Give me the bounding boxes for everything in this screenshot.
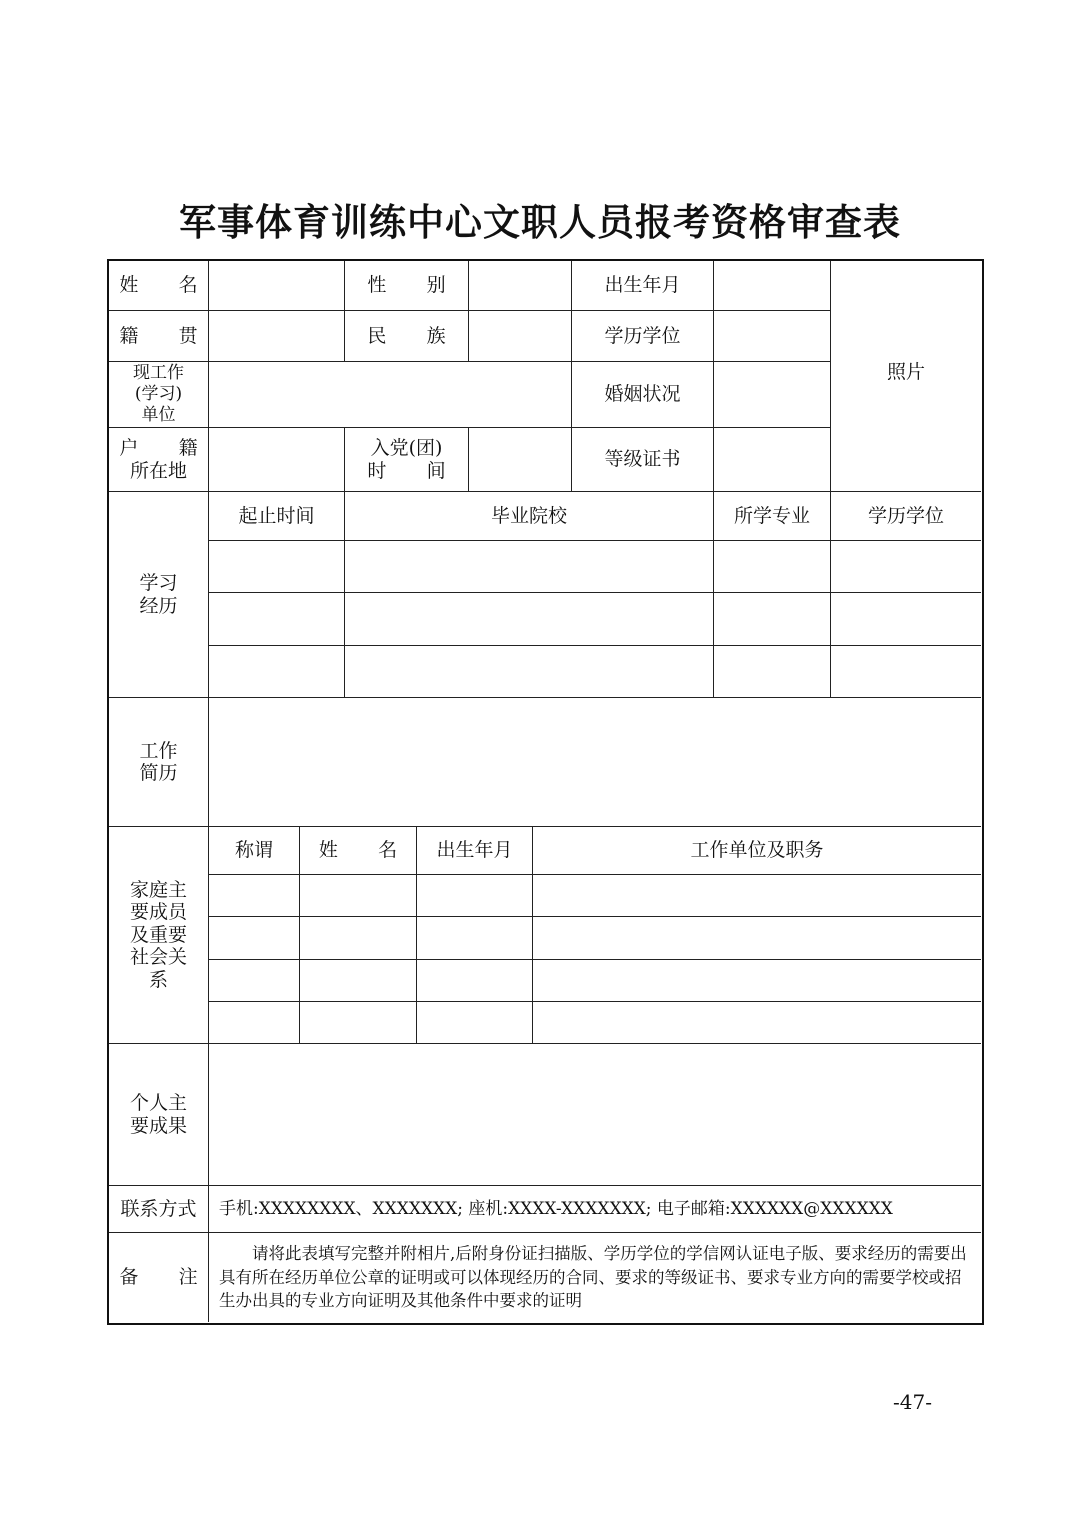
family-cell[interactable]: [533, 1002, 981, 1044]
remarks-label: 备 注: [109, 1233, 209, 1322]
achievements-label: 个人主 要成果: [109, 1044, 209, 1186]
remarks-text: 请将此表填写完整并附相片,后附身份证扫描版、学历学位的学信网认证电子版、要求经历的需要出具有所在经历单位公章的证明或可以体现经历的合同、要求的等级证书、要求专业方向的需要学校或招生办出具的专业方向证明及其他条件中要求的证明: [219, 1244, 967, 1311]
birth-label: 出生年月: [572, 261, 714, 311]
gender-field[interactable]: [469, 261, 572, 311]
page-title: 军事体育训练中心文职人员报考资格审查表: [179, 201, 901, 244]
family-header-work: 工作单位及职务: [533, 827, 981, 875]
study-cell[interactable]: [209, 541, 345, 593]
study-cell[interactable]: [345, 541, 714, 593]
family-cell[interactable]: [533, 875, 981, 917]
study-cell[interactable]: [209, 593, 345, 646]
photo-box[interactable]: 照片: [831, 261, 981, 492]
family-cell[interactable]: [209, 1002, 300, 1044]
ethnicity-field[interactable]: [469, 311, 572, 362]
family-header-name: 姓 名: [300, 827, 417, 875]
family-cell[interactable]: [209, 875, 300, 917]
certificate-field[interactable]: [714, 428, 831, 492]
study-cell[interactable]: [714, 646, 831, 698]
contact-label: 联系方式: [109, 1186, 209, 1233]
family-cell[interactable]: [300, 1002, 417, 1044]
study-header-school: 毕业院校: [345, 492, 714, 541]
study-cell[interactable]: [714, 541, 831, 593]
household-label: 户 籍 所在地: [109, 428, 209, 492]
family-cell[interactable]: [417, 960, 533, 1002]
family-header-birth: 出生年月: [417, 827, 533, 875]
qualification-form: [107, 259, 984, 1325]
family-cell[interactable]: [533, 960, 981, 1002]
work-history-label: 工作 简历: [109, 698, 209, 827]
education-degree-field[interactable]: [714, 311, 831, 362]
gender-label: 性 别: [345, 261, 469, 311]
family-header-relation: 称谓: [209, 827, 300, 875]
marital-field[interactable]: [714, 362, 831, 428]
marital-label: 婚姻状况: [572, 362, 714, 428]
certificate-label: 等级证书: [572, 428, 714, 492]
family-cell[interactable]: [417, 1002, 533, 1044]
name-label: 姓 名: [109, 261, 209, 311]
family-cell[interactable]: [209, 960, 300, 1002]
study-cell[interactable]: [831, 593, 981, 646]
family-cell[interactable]: [300, 917, 417, 960]
study-history-label: 学习 经历: [109, 492, 209, 698]
study-header-degree: 学历学位: [831, 492, 981, 541]
work-unit-label: 现工作 (学习) 单位: [109, 362, 209, 428]
achievements-field[interactable]: [209, 1044, 981, 1186]
ethnicity-label: 民 族: [345, 311, 469, 362]
party-date-field[interactable]: [469, 428, 572, 492]
study-cell[interactable]: [345, 646, 714, 698]
family-cell[interactable]: [533, 917, 981, 960]
family-label: 家庭主 要成员 及重要 社会关 系: [109, 827, 209, 1044]
birth-field[interactable]: [714, 261, 831, 311]
study-cell[interactable]: [209, 646, 345, 698]
work-unit-field[interactable]: [209, 362, 572, 428]
study-cell[interactable]: [831, 541, 981, 593]
study-cell[interactable]: [831, 646, 981, 698]
study-header-major: 所学专业: [714, 492, 831, 541]
study-header-period: 起止时间: [209, 492, 345, 541]
family-cell[interactable]: [300, 875, 417, 917]
native-place-label: 籍 贯: [109, 311, 209, 362]
name-field[interactable]: [209, 261, 345, 311]
household-field[interactable]: [209, 428, 345, 492]
study-cell[interactable]: [345, 593, 714, 646]
education-degree-label: 学历学位: [572, 311, 714, 362]
page-number: -47-: [893, 1390, 932, 1414]
family-cell[interactable]: [417, 917, 533, 960]
native-place-field[interactable]: [209, 311, 345, 362]
party-date-label: 入党(团) 时 间: [345, 428, 469, 492]
study-cell[interactable]: [714, 593, 831, 646]
work-history-field[interactable]: [209, 698, 981, 827]
family-cell[interactable]: [417, 875, 533, 917]
family-cell[interactable]: [209, 917, 300, 960]
family-cell[interactable]: [300, 960, 417, 1002]
contact-value[interactable]: 手机:XXXXXXXX、XXXXXXX; 座机:XXXX-XXXXXXX; 电子邮箱:XXXXXX@XXXXXX: [209, 1186, 981, 1233]
